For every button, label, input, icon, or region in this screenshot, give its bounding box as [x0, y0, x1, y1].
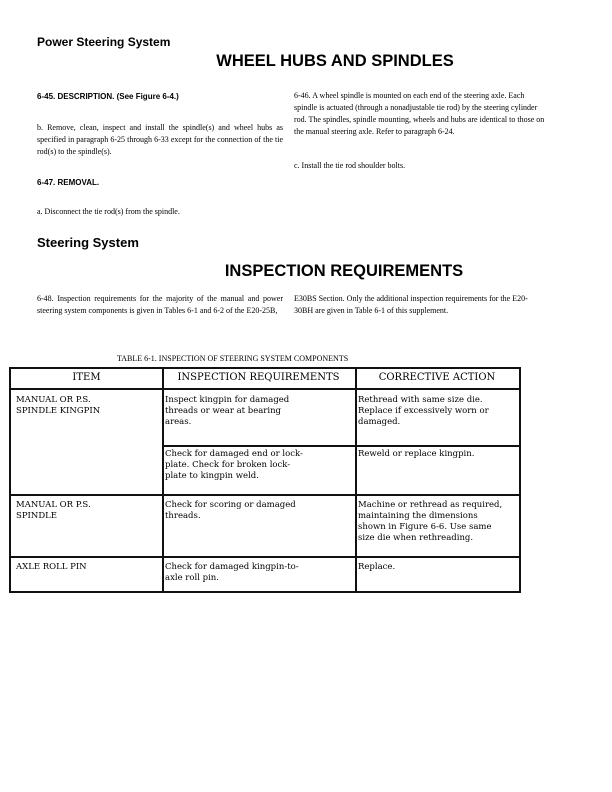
row-divider	[162, 445, 519, 447]
paragraph-6-48-continued: E30BS Section. Only the additional inspection requirements for the E20-30BH are given in Table 6-1 of this supplement.	[294, 294, 528, 315]
row-divider	[11, 494, 519, 496]
section-title-inspection: INSPECTION REQUIREMENTS	[224, 262, 464, 280]
header-inspection-requirements: INSPECTION REQUIREMENTS	[177, 372, 340, 383]
row3-action: Replace.	[358, 562, 396, 572]
row3-requirement: Check for damaged kingpin-to- axle roll pin.	[165, 562, 299, 583]
row1-item: MANUAL OR P.S. SPINDLE KINGPIN	[16, 395, 101, 416]
row1-requirement-1: Inspect kingpin for damaged threads or wear at bearing areas.	[165, 395, 290, 427]
row1-action-2: Reweld or replace kingpin.	[358, 449, 475, 459]
paragraph-a: a. Disconnect the tie rod(s) from the spindle.	[37, 207, 180, 216]
running-header: Power Steering System	[37, 35, 171, 49]
header-item: ITEM	[72, 372, 101, 383]
row-divider	[11, 556, 519, 558]
row1-action-1: Rethread with same size die. Replace if excessively worn or damaged.	[358, 395, 489, 427]
paragraph-6-48: 6-48. Inspection requirements for the majority of the manual and power steering system components is given in Tables 6-1 and 6-2 of the E20-25B,	[37, 294, 283, 315]
row3-item: AXLE ROLL PIN	[16, 562, 87, 572]
row2-requirement: Check for scoring or damaged threads.	[165, 500, 296, 521]
steering-system-label: Steering System	[37, 235, 139, 250]
paragraph-b: b. Remove, clean, inspect and install the spindle(s) and wheel hubs as specified in paragraph 6-25 through 6-33 except for the connection of the tie rod(s) to the spindle(s).	[37, 123, 283, 156]
paragraph-6-46: 6-46. A wheel spindle is mounted on each end of the steering axle. Each spindle is actuated (through a nonadjustable tie rod) by the steering cylinder rod. The spindles, spindle mounting, wheels and hubs are identical to those on the manual steering axle. Refer to paragraph 6-24.	[294, 91, 545, 136]
row2-item: MANUAL OR P.S. SPINDLE	[16, 500, 91, 521]
inspection-table	[9, 367, 521, 593]
header-divider	[11, 388, 519, 390]
section-title-wheel-hubs: WHEEL HUBS AND SPINDLES	[216, 52, 454, 70]
description-heading: 6-45. DESCRIPTION. (See Figure 6-4.)	[37, 92, 179, 101]
row2-action: Machine or rethread as required, maintaining the dimensions shown in Figure 6-6. Use same size die when rethreading.	[358, 500, 503, 543]
paragraph-c: c. Install the tie rod shoulder bolts.	[294, 161, 406, 170]
row1-requirement-2: Check for damaged end or lock- plate. Check for broken lock- plate to kingpin weld.	[165, 449, 303, 481]
removal-heading: 6-47. REMOVAL.	[37, 178, 100, 187]
table-caption: TABLE 6-1. INSPECTION OF STEERING SYSTEM COMPONENTS	[117, 354, 349, 363]
header-corrective-action: CORRECTIVE ACTION	[378, 372, 496, 383]
